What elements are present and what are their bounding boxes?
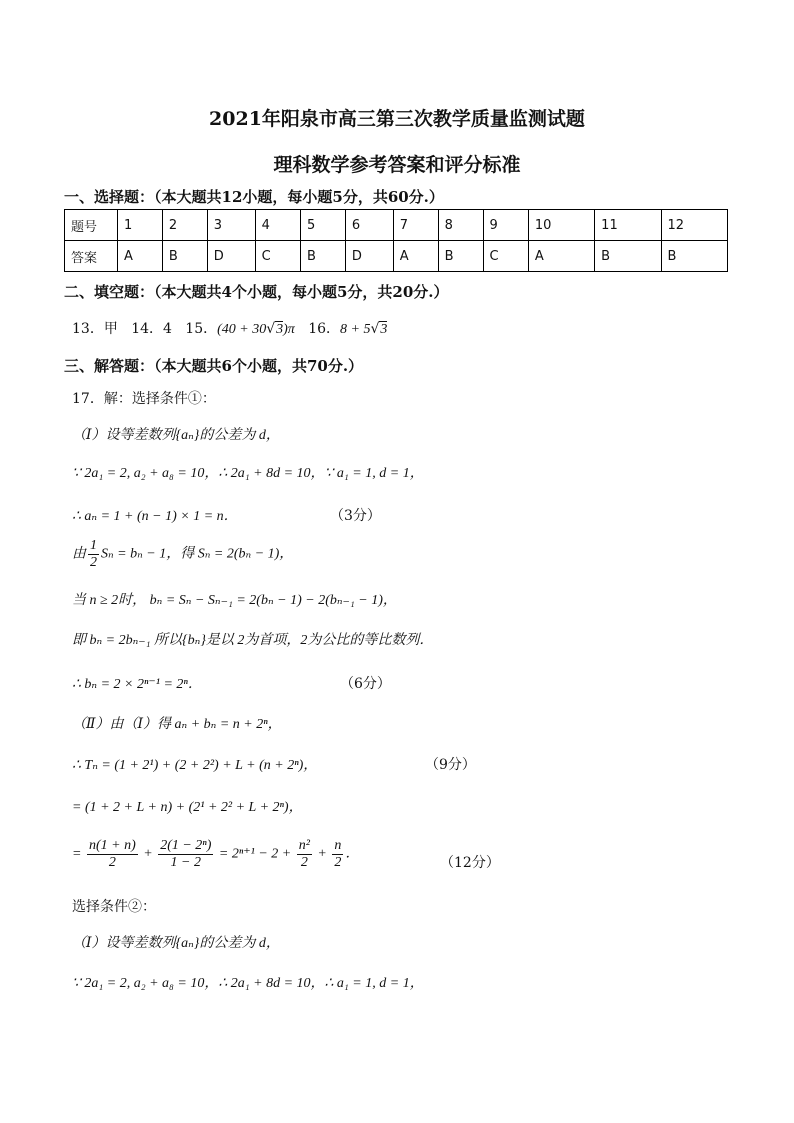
- question-number: 1: [118, 210, 163, 241]
- fill-answers-line: [72, 318, 387, 338]
- solution-line: （Ⅱ）由（Ⅰ）得 aₙ + bₙ = n + 2ⁿ，: [72, 717, 282, 732]
- solution-line: 17．解：选择条件①：: [72, 391, 216, 407]
- fraction: [332, 838, 343, 871]
- fraction-denominator: 2: [300, 855, 308, 870]
- fraction-numerator: n: [334, 838, 342, 853]
- question-number: 9: [483, 210, 528, 241]
- section-solution-heading: 三、解答题：（本大题共6个小题，共70分.）: [64, 357, 364, 375]
- fraction: [87, 838, 138, 871]
- question-number: 5: [300, 210, 345, 241]
- solution-line: ∵ 2a₁ = 2, a₂ + a₈ = 10，∴ 2a₁ + 8d = 10，∴ a₁ = 1, d = 1，: [72, 976, 424, 991]
- answer-cell: D: [207, 241, 255, 272]
- line-rest: Sₙ = bₙ − 1，得 Sₙ = 2(bₙ − 1)，: [101, 546, 294, 562]
- solution-line: 选择条件②：: [72, 899, 156, 915]
- expression-middle: = 2ⁿ⁺¹ − 2 +: [218, 846, 292, 862]
- question-number: 2: [162, 210, 207, 241]
- answer-cell: C: [255, 241, 300, 272]
- question-number: 4: [255, 210, 300, 241]
- fill-answer-14: 14．4: [131, 321, 172, 337]
- fraction-numerator: 1: [90, 538, 97, 553]
- question-number: 7: [393, 210, 438, 241]
- table-row-label: 答案: [65, 241, 118, 272]
- answer-cell: B: [162, 241, 207, 272]
- period: ．: [345, 846, 360, 862]
- answer-table-number-row: [65, 210, 728, 241]
- plus-sign: +: [317, 846, 327, 862]
- score-note: （3分）: [330, 508, 381, 524]
- solution-line: [72, 538, 293, 571]
- answer-cell: A: [528, 241, 594, 272]
- question-number: 10: [528, 210, 594, 241]
- answer-cell: C: [483, 241, 528, 272]
- answer-cell: B: [438, 241, 483, 272]
- answer-cell: B: [661, 241, 727, 272]
- fill-answer-16-radicand: 3: [380, 322, 388, 337]
- fill-answer-15-post: )π: [283, 322, 295, 337]
- table-row-label: 题号: [65, 210, 118, 241]
- score-note: （9分）: [425, 757, 476, 773]
- page-title: 2021年阳泉市高三第三次教学质量监测试题: [209, 108, 585, 130]
- fraction: [158, 838, 213, 871]
- answer-table: [64, 209, 728, 272]
- radical-sign: √: [370, 321, 380, 337]
- radical-sign: √: [266, 321, 276, 337]
- question-number: 6: [345, 210, 393, 241]
- question-number: 3: [207, 210, 255, 241]
- answer-table-answer-row: [65, 241, 728, 272]
- answer-cell: B: [300, 241, 345, 272]
- fraction: [88, 538, 99, 571]
- fraction-denominator: 2: [334, 855, 342, 870]
- fraction-denominator: 2: [90, 555, 97, 570]
- solution-line: （Ⅰ）设等差数列{aₙ}的公差为 d，: [72, 428, 280, 443]
- solution-line: ∴ aₙ = 1 + (n − 1) × 1 = n．: [72, 509, 238, 524]
- plus-sign: +: [143, 846, 153, 862]
- section-fill-heading: 二、填空题：（本大题共4个小题，每小题5分，共20分.）: [64, 283, 449, 301]
- fill-answer-15-radicand: 3: [276, 322, 284, 337]
- fill-answer-15-pre: (40 + 30: [217, 322, 267, 337]
- fraction-denominator: 2: [108, 855, 116, 870]
- fill-answer-16-pre: 8 + 5: [340, 322, 371, 337]
- fraction-denominator: 1 − 2: [170, 855, 201, 870]
- answer-cell: D: [345, 241, 393, 272]
- solution-line: ∴ Tₙ = (1 + 2¹) + (2 + 2²) + L + (n + 2ⁿ)，: [72, 758, 318, 773]
- answer-cell: A: [118, 241, 163, 272]
- fraction-numerator: 2(1 − 2ⁿ): [160, 838, 212, 853]
- answer-cell: B: [595, 241, 661, 272]
- fraction-numerator: n²: [298, 838, 310, 853]
- score-note: （6分）: [340, 676, 391, 692]
- solution-line: ∵ 2a₁ = 2, a₂ + a₈ = 10，∴ 2a₁ + 8d = 10，∵ a₁ = 1, d = 1，: [72, 466, 424, 481]
- solution-line: （Ⅰ）设等差数列{aₙ}的公差为 d，: [72, 936, 280, 951]
- solution-line: = (1 + 2 + L + n) + (2¹ + 2² + L + 2ⁿ)，: [72, 800, 303, 815]
- solution-line: 即 bₙ = 2bₙ₋₁ 所以{bₙ}是以 2为首项，2为公比的等比数列．: [72, 633, 434, 648]
- equals-sign: =: [72, 846, 82, 862]
- line-prefix: 由: [72, 546, 86, 562]
- fill-answer-15-label: 15．: [185, 321, 218, 337]
- fraction: [297, 838, 312, 871]
- solution-line: 当 n ≥ 2时， bₙ = Sₙ − Sₙ₋₁ = 2(bₙ − 1) − 2(bₙ₋₁ − 1)，: [72, 593, 397, 608]
- answer-cell: A: [393, 241, 438, 272]
- score-note: （12分）: [440, 855, 500, 871]
- fill-answer-16-label: 16．: [308, 321, 341, 337]
- fraction-numerator: n(1 + n): [88, 838, 136, 853]
- page-subtitle: 理科数学参考答案和评分标准: [273, 154, 521, 176]
- question-number: 8: [438, 210, 483, 241]
- fill-answer-13: 13．甲: [72, 321, 118, 337]
- section-choice-heading: 一、选择题：（本大题共12小题，每小题5分，共60分.）: [64, 188, 444, 206]
- question-number: 11: [595, 210, 661, 241]
- solution-line: [72, 838, 359, 871]
- question-number: 12: [661, 210, 727, 241]
- solution-line: ∴ bₙ = 2 × 2ⁿ⁻¹ = 2ⁿ．: [72, 677, 202, 692]
